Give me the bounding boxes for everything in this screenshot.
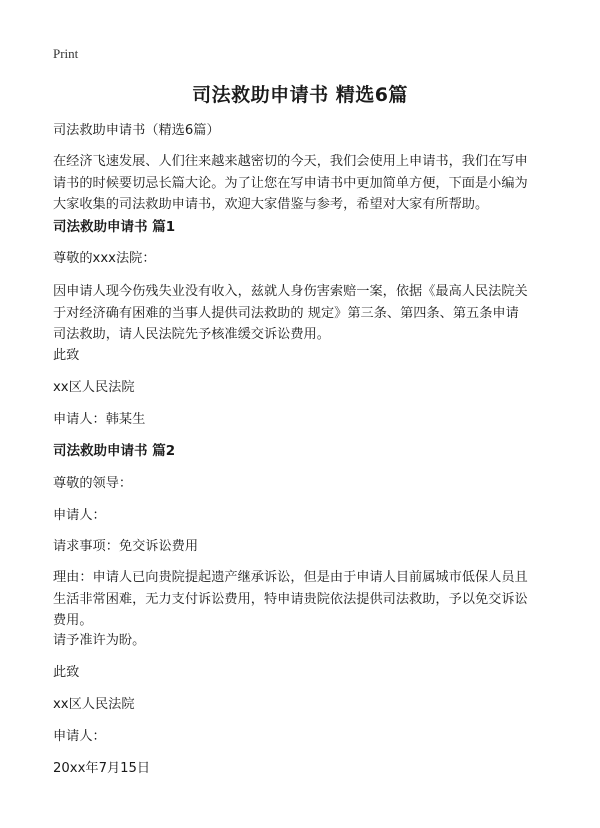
article2-heading: 司法救助申请书 篇2 xyxy=(53,443,176,459)
article1-recipient: xx区人民法院 xyxy=(53,380,135,395)
article1-body-line: 于对经济确有困难的当事人提供司法救助的 规定》第三条、第四条、第五条申请 xyxy=(53,305,519,321)
article2-recipient: xx区人民法院 xyxy=(53,697,135,712)
article2-reason-line: 生活非常困难，无力支付诉讼费用，特申请贵院依法提供司法救助，予以免交诉讼 xyxy=(53,591,528,607)
article2-reason-line: 费用。 xyxy=(53,613,93,628)
article2-reason-line: 理由：申请人已向贵院提起遗产继承诉讼，但是由于申请人目前属城市低保人员且 xyxy=(53,570,528,585)
article1-salutation: 尊敬的xxx法院： xyxy=(53,251,156,266)
article2-salutation: 尊敬的领导： xyxy=(53,476,133,491)
article1-body-line: 因申请人现今伤残失业没有收入，兹就人身伤害索赔一案，依据《最高人民法院关 xyxy=(53,284,528,299)
article1-closing: 此致 xyxy=(53,348,80,363)
print-label: Print xyxy=(53,46,79,61)
document-subtitle: 司法救助申请书（精选6篇） xyxy=(53,123,220,138)
intro-line: 在经济飞速发展、人们往来越来越密切的今天，我们会使用上申请书，我们在写申 xyxy=(53,154,528,169)
article2-applicant-sign: 申请人： xyxy=(53,729,106,744)
article2-closing: 此致 xyxy=(53,665,80,680)
article2-reason xyxy=(53,567,553,632)
article1-body-line: 司法救助，请人民法院先予核准缓交诉讼费用。 xyxy=(53,327,330,342)
document-title: 司法救助申请书 精选6篇 xyxy=(192,84,408,106)
article2-applicant-label: 申请人： xyxy=(53,508,106,523)
article2-plea: 请予准许为盼。 xyxy=(53,633,146,648)
intro-line: 请书的时候要切忌长篇大论。为了让您在写申请书中更加简单方便，下面是小编为 xyxy=(53,175,528,191)
article1-body xyxy=(53,281,553,346)
intro-line: 大家收集的司法救助申请书，欢迎大家借鉴与参考，希望对大家有所帮助。 xyxy=(53,197,489,212)
article2-request: 请求事项：免交诉讼费用 xyxy=(53,539,199,554)
article2-date: 20xx年7月15日 xyxy=(53,761,151,776)
article1-heading: 司法救助申请书 篇1 xyxy=(53,219,176,235)
article1-applicant: 申请人：韩某生 xyxy=(53,412,146,427)
intro-paragraph xyxy=(53,151,553,216)
